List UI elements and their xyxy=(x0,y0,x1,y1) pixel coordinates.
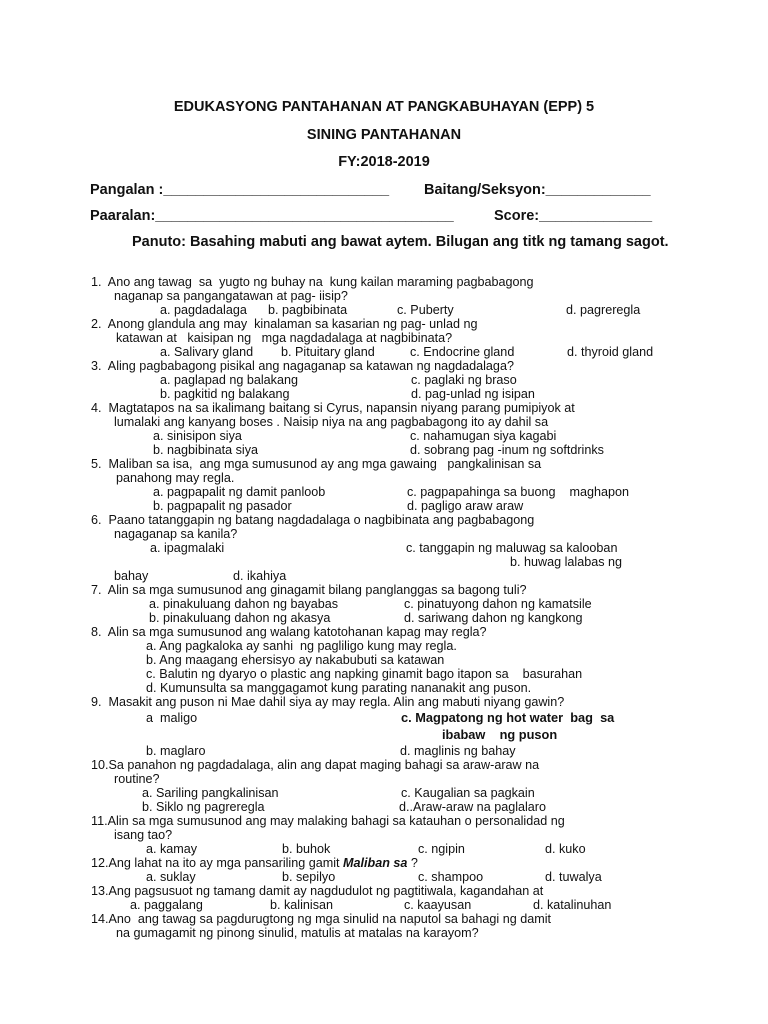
question-2: 2. Anong glandula ang may kinalaman sa kasarian ng pag- unlad ng xyxy=(91,317,478,331)
q6-choice-a: a. ipagmalaki xyxy=(150,541,225,555)
question-6-cont: nagaganap sa kanila? xyxy=(114,527,238,541)
question-14: 14.Ano ang tawag sa pagdurugtong ng mga sinulid na naputol sa bahagi ng damit xyxy=(91,912,552,926)
q9-choice-b: b. maglaro xyxy=(146,744,206,758)
question-4: 4. Magtatapos na sa ikalimang baitang si Cyrus, napansin niyang parang pumipiyok at xyxy=(91,401,575,415)
q1-choice-d: d. pagreregla xyxy=(566,303,641,317)
q3-choice-d: d. pag-unlad ng isipan xyxy=(411,387,535,401)
q7-choice-c: c. pinatuyong dahon ng kamatsile xyxy=(404,597,592,611)
q11-choice-b: b. buhok xyxy=(282,842,331,856)
q11-choice-d: d. kuko xyxy=(545,842,586,856)
q3-choice-c: c. paglaki ng braso xyxy=(411,373,517,387)
q5-choice-b: b. pagpapalit ng pasador xyxy=(153,499,292,513)
q12-choice-c: c. shampoo xyxy=(418,870,484,884)
q9-choice-a: a maligo xyxy=(146,711,198,725)
question-8: 8. Alin sa mga sumusunod ang walang katotohanan kapag may regla? xyxy=(91,625,487,639)
paaralan-field: Paaralan:_____________________________________ xyxy=(90,208,454,224)
q10-choice-c: c. Kaugalian sa pagkain xyxy=(401,786,535,800)
q5-choice-c: c. pagpapahinga sa buong maghapon xyxy=(407,485,629,499)
q9-choice-c-cont: ibabaw ng puson xyxy=(442,727,558,742)
baitang-seksyon-field: Baitang/Seksyon:_____________ xyxy=(424,182,651,198)
q12-choice-a: a. suklay xyxy=(146,870,196,884)
question-12 xyxy=(91,856,418,870)
question-12-tail: ? xyxy=(407,856,418,870)
q1-choice-b: b. pagbibinata xyxy=(268,303,348,317)
q6-choice-d: d. ikahiya xyxy=(233,569,287,583)
q1-choice-c: c. Puberty xyxy=(397,303,454,317)
question-5-cont: panahong may regla. xyxy=(116,471,235,485)
instructions: Panuto: Basahing mabuti ang bawat aytem. Bilugan ang titk ng tamang sagot. xyxy=(132,234,669,250)
q9-choice-c: c. Magpatong ng hot water bag sa xyxy=(401,710,615,725)
q4-choice-b: b. nagbibinata siya xyxy=(153,443,259,457)
q10-choice-a: a. Sariling pangkalinisan xyxy=(142,786,279,800)
q7-choice-a: a. pinakuluang dahon ng bayabas xyxy=(149,597,339,611)
q11-choice-a: a. kamay xyxy=(146,842,198,856)
question-11: 11.Alin sa mga sumusunod ang may malaking bahagi sa katauhan o personalidad ng xyxy=(91,814,565,828)
q2-choice-b: b. Pituitary gland xyxy=(281,345,375,359)
pangalan-field: Pangalan :____________________________ xyxy=(90,182,390,198)
q5-choice-d: d. pagligo araw araw xyxy=(407,499,524,513)
question-14-cont: na gumagamit ng pinong sinulid, matulis at matalas na karayom? xyxy=(116,926,479,940)
question-12-emphasis: Maliban sa xyxy=(343,856,408,870)
q13-choice-d: d. katalinuhan xyxy=(533,898,612,912)
q6-choice-c: c. tanggapin ng maluwag sa kalooban xyxy=(406,541,618,555)
q4-choice-c: c. nahamugan siya kagabi xyxy=(410,429,557,443)
q6-choice-b: b. huwag lalabas ng xyxy=(510,555,623,569)
question-9: 9. Masakit ang puson ni Mae dahil siya ay may regla. Alin ang mabuti niyang gawin? xyxy=(91,695,565,709)
q2-choice-a: a. Salivary gland xyxy=(160,345,254,359)
question-10: 10.Sa panahon ng pagdadalaga, alin ang dapat maging bahagi sa araw-araw na xyxy=(91,758,540,772)
question-7: 7. Alin sa mga sumusunod ang ginagamit bilang panglanggas sa bagong tuli? xyxy=(91,583,527,597)
document-subtitle: SINING PANTAHANAN xyxy=(306,127,462,143)
q8-choice-d: d. Kumunsulta sa manggagamot kung parating nananakit ang puson. xyxy=(146,681,532,695)
q7-choice-d: d. sariwang dahon ng kangkong xyxy=(404,611,583,625)
q12-choice-b: b. sepilyo xyxy=(282,870,336,884)
question-1: 1. Ano ang tawag sa yugto ng buhay na kung kailan maraming pagbabagong xyxy=(91,275,534,289)
q2-choice-c: c. Endocrine gland xyxy=(410,345,515,359)
q11-choice-c: c. ngipin xyxy=(418,842,465,856)
q9-choice-d: d. maglinis ng bahay xyxy=(400,744,516,758)
q7-choice-b: b. pinakuluang dahon ng akasya xyxy=(149,611,331,625)
question-11-cont: isang tao? xyxy=(114,828,173,842)
question-5: 5. Maliban sa isa, ang mga sumusunod ay ang mga gawaing pangkalinisan sa xyxy=(91,457,542,471)
q4-choice-d: d. sobrang pag -inum ng softdrinks xyxy=(410,443,604,457)
question-12-text: 12.Ang lahat na ito ay mga pansariling gamit xyxy=(91,856,340,870)
question-1-cont: naganap sa pangangatawan at pag- iisip? xyxy=(114,289,348,303)
question-10-cont: routine? xyxy=(114,772,160,786)
q8-choice-c: c. Balutin ng dyaryo o plastic ang napking ginamit bago itapon sa basurahan xyxy=(146,667,583,681)
q2-choice-d: d. thyroid gland xyxy=(567,345,654,359)
score-field: Score:______________ xyxy=(494,208,653,224)
question-4-cont: lumalaki ang kanyang boses . Naisip niya na ang pagbabagong ito ay dahil sa xyxy=(114,415,549,429)
q12-choice-d: d. tuwalya xyxy=(545,870,602,884)
question-13: 13.Ang pagsusuot ng tamang damit ay nagdudulot ng pagtitiwala, kagandahan at xyxy=(91,884,544,898)
q4-choice-a: a. sinisipon siya xyxy=(153,429,242,443)
q3-choice-a: a. paglapad ng balakang xyxy=(160,373,298,387)
question-3: 3. Aling pagbabagong pisikal ang nagaganap sa katawan ng nagdadalaga? xyxy=(91,359,514,373)
q13-choice-b: b. kalinisan xyxy=(270,898,334,912)
q13-choice-c: c. kaayusan xyxy=(404,898,472,912)
q3-choice-b: b. pagkitid ng balakang xyxy=(160,387,290,401)
q10-choice-b: b. Siklo ng pagreregla xyxy=(142,800,265,814)
q8-choice-b: b. Ang maagang ehersisyo ay nakabubuti sa katawan xyxy=(146,653,445,667)
q5-choice-a: a. pagpapalit ng damit panloob xyxy=(153,485,326,499)
q1-choice-a: a. pagdadalaga xyxy=(160,303,247,317)
q10-choice-d: d..Araw-araw na paglalaro xyxy=(399,800,547,814)
q6-choice-b-cont: bahay xyxy=(114,569,149,583)
q13-choice-a: a. paggalang xyxy=(130,898,203,912)
question-6: 6. Paano tatanggapin ng batang nagdadalaga o nagbibinata ang pagbabagong xyxy=(91,513,535,527)
question-2-cont: katawan at kaisipan ng mga nagdadalaga at nagbibinata? xyxy=(116,331,453,345)
document-title: EDUKASYONG PANTAHANAN AT PANGKABUHAYAN (EPP) 5 xyxy=(173,99,595,115)
q8-choice-a: a. Ang pagkaloka ay sanhi ng pagliligo kung may regla. xyxy=(146,639,457,653)
fiscal-year: FY:2018-2019 xyxy=(338,154,430,170)
